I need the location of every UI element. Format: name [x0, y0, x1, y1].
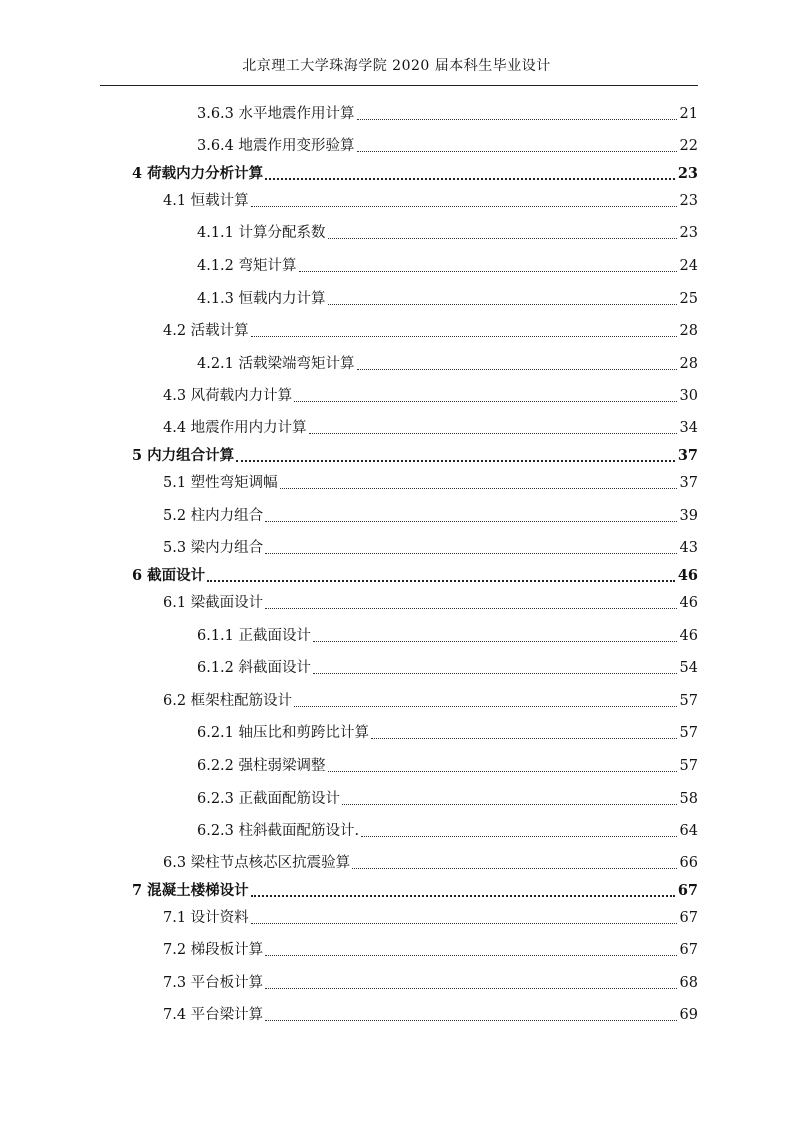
toc-entry-label — [163, 321, 251, 341]
toc-entry-page: 23 — [677, 165, 698, 182]
toc-entry[interactable] — [163, 321, 698, 341]
toc-entry-title: 荷载内力分析计算 — [147, 165, 264, 182]
toc-entry-title: 强柱弱梁调整 — [238, 758, 326, 774]
toc-dot-leader — [371, 738, 677, 739]
toc-entry-label — [197, 256, 299, 276]
toc-entry-title: 框架柱配筋设计 — [190, 693, 293, 709]
toc-entry-number: 5.2 — [163, 508, 187, 524]
toc-dot-leader — [309, 433, 677, 434]
toc-entry-title: 风荷载内力计算 — [190, 388, 293, 404]
toc-entry-label — [163, 973, 265, 993]
toc-entry-page: 23 — [679, 225, 698, 241]
toc-entry[interactable] — [163, 473, 698, 493]
toc-entry[interactable] — [163, 940, 698, 960]
toc-entry-title: 塑性弯矩调幅 — [190, 475, 278, 491]
toc-entry-title: 平台梁计算 — [190, 1007, 264, 1023]
toc-entry-page: 57 — [679, 693, 698, 709]
toc-entry-page: 58 — [679, 791, 698, 807]
toc-entry[interactable] — [197, 223, 698, 243]
toc-entry-page: 43 — [679, 540, 698, 556]
toc-entry[interactable] — [197, 289, 698, 309]
toc-dot-leader — [357, 151, 677, 152]
toc-entry-label — [197, 223, 328, 243]
toc-entry-number: 6.2.2 — [197, 758, 234, 774]
toc-entry[interactable] — [163, 191, 698, 211]
toc-dot-leader — [265, 1020, 676, 1021]
toc-entry-number: 7.3 — [163, 975, 187, 991]
toc-entry-title: 恒载计算 — [190, 193, 249, 209]
toc-entry-number: 4.3 — [163, 388, 187, 404]
toc-entry-label — [197, 136, 357, 156]
toc-entry-label — [163, 593, 265, 613]
toc-entry-title: 计算分配系数 — [238, 225, 326, 241]
toc-dot-leader — [265, 988, 676, 989]
toc-entry[interactable] — [197, 723, 698, 743]
toc-entry[interactable] — [132, 164, 698, 184]
toc-entry-page: 57 — [679, 725, 698, 741]
toc-entry[interactable] — [197, 354, 698, 374]
toc-entry-label — [197, 821, 361, 841]
toc-entry[interactable] — [132, 446, 698, 466]
toc-entry[interactable] — [163, 386, 698, 406]
toc-entry[interactable] — [163, 691, 698, 711]
toc-dot-leader — [207, 580, 675, 582]
toc-entry-page: 69 — [679, 1007, 698, 1023]
toc-entry-number: 4.1.1 — [197, 225, 234, 241]
toc-entry-number: 5.3 — [163, 540, 187, 556]
toc-entry[interactable] — [132, 881, 698, 901]
toc-entry-number: 7.4 — [163, 1007, 187, 1023]
toc-entry-page: 64 — [679, 823, 698, 839]
toc-entry-page: 24 — [679, 258, 698, 274]
toc-entry-page: 46 — [679, 595, 698, 611]
toc-entry-label — [197, 789, 342, 809]
toc-entry-number: 3.6.4 — [197, 138, 234, 154]
toc-entry-page: 30 — [679, 388, 698, 404]
toc-dot-leader — [265, 178, 675, 180]
toc-entry-page: 28 — [679, 356, 698, 372]
toc-dot-leader — [313, 641, 677, 642]
toc-entry-number: 3.6.3 — [197, 106, 234, 122]
toc-dot-leader — [251, 336, 677, 337]
toc-entry-label — [163, 853, 352, 873]
toc-entry[interactable] — [197, 789, 698, 809]
toc-entry-label — [163, 473, 280, 493]
toc-entry-number: 6.2.3 — [197, 791, 234, 807]
toc-entry-page: 28 — [679, 323, 698, 339]
toc-entry-label — [163, 538, 265, 558]
toc-entry[interactable] — [197, 821, 698, 841]
toc-entry-title: 正截面配筋设计 — [238, 791, 341, 807]
toc-entry[interactable] — [197, 756, 698, 776]
toc-entry-number: 5.1 — [163, 475, 187, 491]
toc-entry-page: 23 — [679, 193, 698, 209]
toc-dot-leader — [342, 804, 677, 805]
toc-dot-leader — [328, 771, 677, 772]
toc-entry-label — [163, 940, 265, 960]
toc-entry-number: 4.2.1 — [197, 356, 234, 372]
toc-entry-number: 6.2 — [163, 693, 187, 709]
toc-entry-page: 25 — [679, 291, 698, 307]
toc-entry-title: 平台板计算 — [190, 975, 264, 991]
toc-dot-leader — [251, 923, 677, 924]
toc-dot-leader — [294, 401, 676, 402]
toc-entry-page: 67 — [679, 910, 698, 926]
toc-dot-leader — [251, 206, 677, 207]
toc-dot-leader — [265, 608, 676, 609]
toc-entry-title: 正截面设计 — [238, 628, 312, 644]
toc-entry[interactable] — [163, 853, 698, 873]
toc-entry-page: 22 — [679, 138, 698, 154]
toc-entry-title: 地震作用变形验算 — [238, 138, 355, 154]
page-header: 北京理工大学珠海学院 2020 届本科生毕业设计 — [242, 58, 551, 74]
toc-entry-number: 6.1 — [163, 595, 187, 611]
toc-entry-label — [197, 104, 357, 124]
toc-entry-label — [197, 756, 328, 776]
toc-entry-page: 46 — [677, 567, 698, 584]
toc-dot-leader — [265, 955, 676, 956]
toc-entry[interactable] — [197, 104, 698, 124]
toc-entry-page: 66 — [679, 855, 698, 871]
toc-entry-label — [197, 626, 313, 646]
toc-entry-title: 梁柱节点核芯区抗震验算 — [190, 855, 351, 871]
toc-entry-number: 4.1.3 — [197, 291, 234, 307]
toc-entry-label — [163, 908, 251, 928]
toc-entry-number: 6.1.2 — [197, 660, 234, 676]
toc-dot-leader — [357, 369, 677, 370]
toc-entry-title: 柱内力组合 — [190, 508, 264, 524]
toc-entry-label — [132, 881, 251, 901]
toc-entry[interactable] — [163, 908, 698, 928]
toc-entry-title: 柱斜截面配筋设计. — [238, 823, 360, 839]
toc-entry-title: 水平地震作用计算 — [238, 106, 355, 122]
toc-dot-leader — [361, 836, 676, 837]
toc-entry-page: 21 — [679, 106, 698, 122]
toc-entry-page: 39 — [679, 508, 698, 524]
toc-entry-label — [163, 691, 294, 711]
toc-dot-leader — [265, 521, 676, 522]
toc-entry[interactable] — [163, 418, 698, 438]
toc-dot-leader — [313, 673, 677, 674]
toc-entry-label — [197, 723, 371, 743]
toc-entry-title: 活载计算 — [190, 323, 249, 339]
toc-entry[interactable] — [197, 626, 698, 646]
toc-entry-label — [163, 418, 309, 438]
toc-entry-title: 轴压比和剪跨比计算 — [238, 725, 370, 741]
toc-entry-number: 6.1.1 — [197, 628, 234, 644]
toc-entry-title: 地震作用内力计算 — [190, 420, 307, 436]
toc-entry[interactable] — [132, 566, 698, 586]
toc-entry[interactable] — [163, 973, 698, 993]
toc-entry-title: 梁截面设计 — [190, 595, 264, 611]
toc-entry-label — [132, 164, 265, 184]
toc-entry-number: 7.2 — [163, 942, 187, 958]
toc-entry-label — [163, 1005, 265, 1025]
toc-entry-label — [163, 191, 251, 211]
toc-dot-leader — [251, 895, 675, 897]
toc-entry-page: 46 — [679, 628, 698, 644]
toc-entry-number: 4.4 — [163, 420, 187, 436]
toc-entry-title: 内力组合计算 — [147, 447, 235, 464]
toc-dot-leader — [328, 304, 677, 305]
toc-dot-leader — [299, 271, 677, 272]
toc-entry-number: 6.2.3 — [197, 823, 234, 839]
toc-dot-leader — [280, 488, 677, 489]
toc-entry[interactable] — [163, 538, 698, 558]
toc-entry-title: 斜截面设计 — [238, 660, 312, 676]
toc-entry-title: 恒载内力计算 — [238, 291, 326, 307]
toc-entry[interactable] — [163, 1005, 698, 1025]
toc-entry-title: 梁内力组合 — [190, 540, 264, 556]
toc-entry[interactable] — [197, 658, 698, 678]
toc-dot-leader — [352, 868, 676, 869]
toc-entry[interactable] — [163, 506, 698, 526]
toc-entry-number: 6.2.1 — [197, 725, 234, 741]
toc-entry-number: 4 — [132, 165, 143, 182]
toc-entry-label — [197, 354, 357, 374]
toc-entry-title: 混凝土楼梯设计 — [147, 882, 249, 899]
toc-dot-leader — [236, 460, 675, 462]
toc-entry-label — [163, 506, 265, 526]
toc-entry[interactable] — [197, 256, 698, 276]
toc-entry-number: 7.1 — [163, 910, 187, 926]
toc-entry-label — [197, 658, 313, 678]
toc-entry-number: 6.3 — [163, 855, 187, 871]
toc-entry-number: 6 — [132, 567, 143, 584]
toc-entry-page: 67 — [679, 942, 698, 958]
toc-dot-leader — [265, 553, 676, 554]
toc-entry-number: 4.1 — [163, 193, 187, 209]
toc-entry-number: 5 — [132, 447, 143, 464]
toc-dot-leader — [294, 706, 676, 707]
toc-entry-label — [163, 386, 294, 406]
toc-entry-page: 37 — [679, 475, 698, 491]
toc-entry[interactable] — [197, 136, 698, 156]
toc-entry-number: 4.2 — [163, 323, 187, 339]
toc-dot-leader — [328, 238, 677, 239]
toc-dot-leader — [357, 119, 677, 120]
toc-entry-title: 设计资料 — [190, 910, 249, 926]
toc-entry-page: 57 — [679, 758, 698, 774]
toc-entry-page: 54 — [679, 660, 698, 676]
toc-entry-label — [197, 289, 328, 309]
toc-entry-number: 4.1.2 — [197, 258, 234, 274]
toc-entry-title: 截面设计 — [147, 567, 206, 584]
toc-entry-page: 34 — [679, 420, 698, 436]
toc-entry-title: 活载梁端弯矩计算 — [238, 356, 355, 372]
toc-entry-number: 7 — [132, 882, 143, 899]
toc-entry[interactable] — [163, 593, 698, 613]
toc-entry-title: 弯矩计算 — [238, 258, 297, 274]
toc-entry-page: 68 — [679, 975, 698, 991]
header-rule — [100, 85, 698, 86]
toc-entry-label — [132, 446, 236, 466]
toc-entry-page: 37 — [677, 447, 698, 464]
toc-entry-title: 梯段板计算 — [190, 942, 264, 958]
toc-entry-label — [132, 566, 207, 586]
toc-entry-page: 67 — [677, 882, 698, 899]
